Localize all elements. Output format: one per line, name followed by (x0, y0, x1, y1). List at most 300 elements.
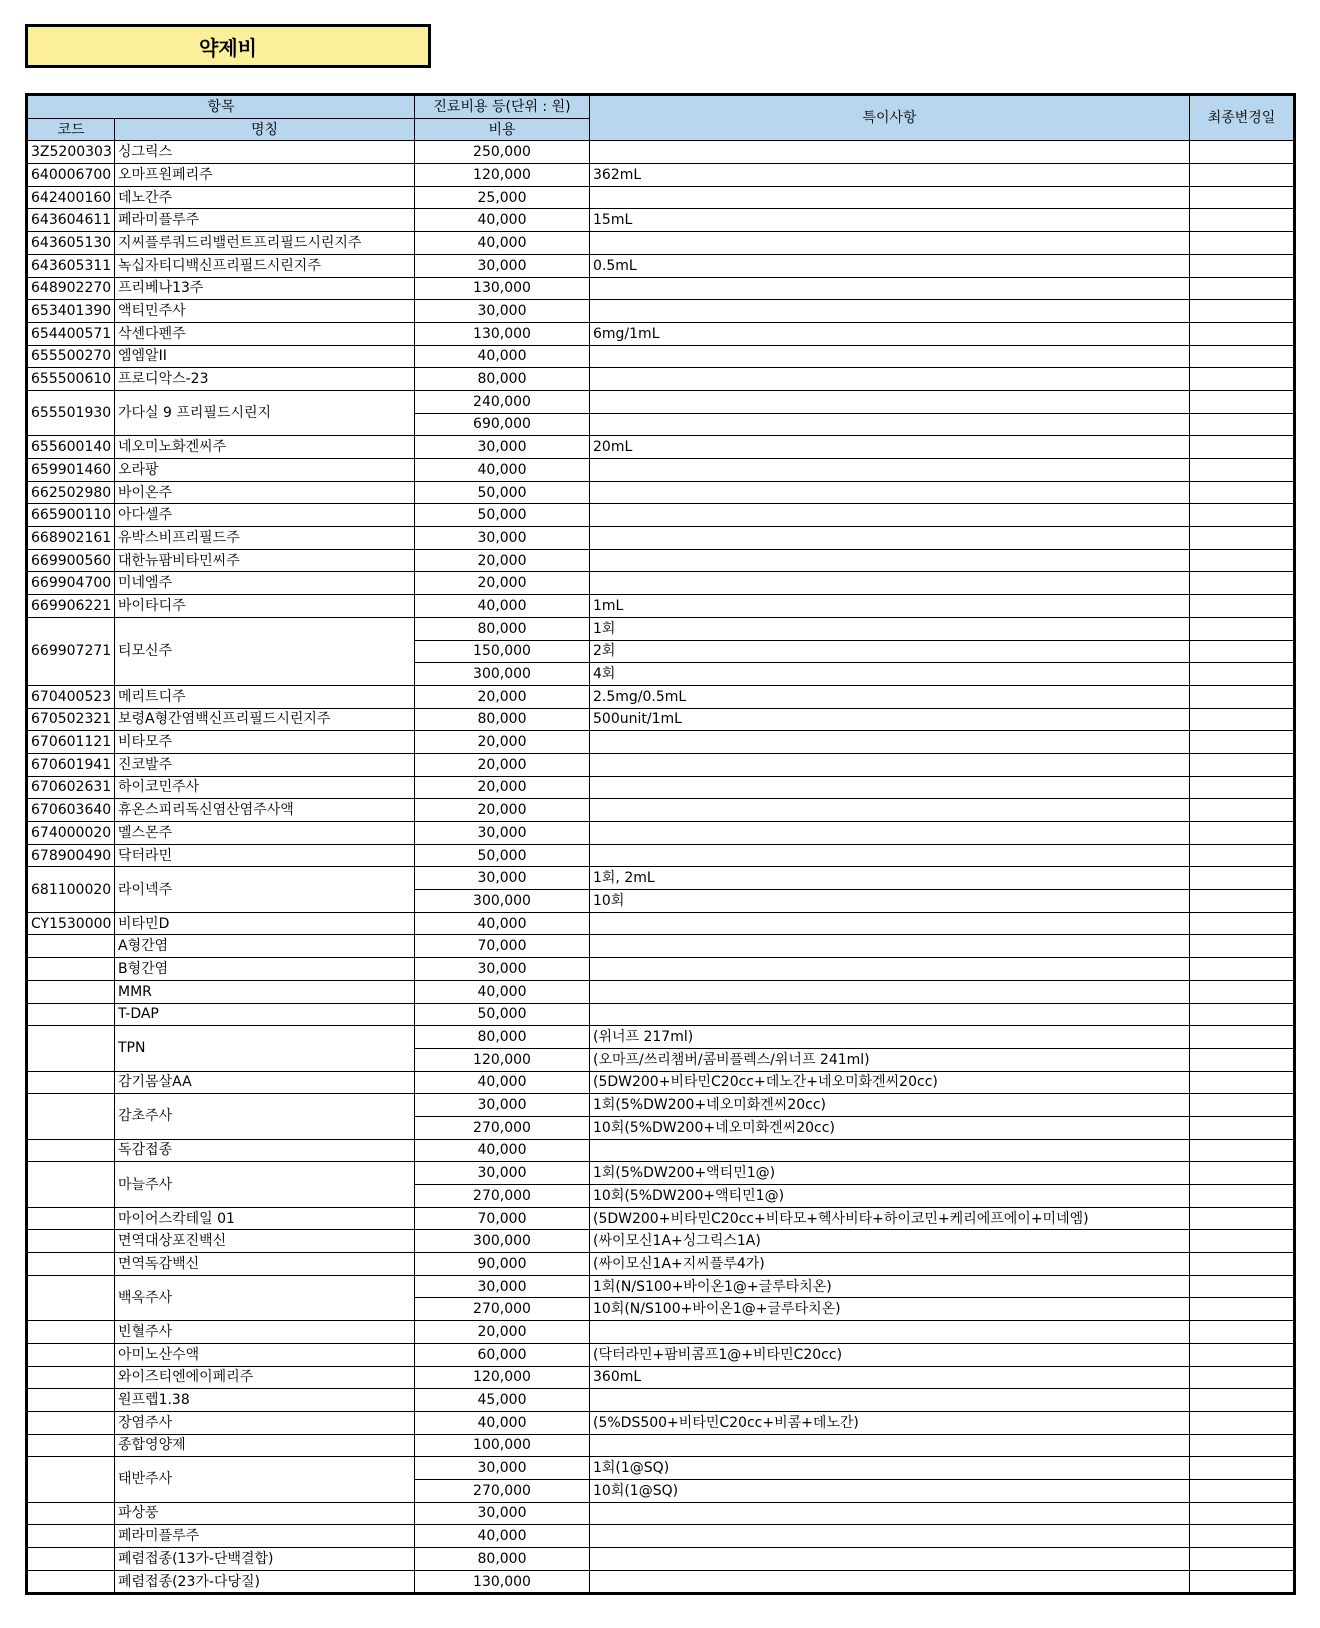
row-cost: 30,000 (415, 867, 590, 890)
row-note (590, 141, 1190, 164)
table-row (27, 1207, 1295, 1230)
row-cost: 90,000 (415, 1253, 590, 1276)
row-note (590, 776, 1190, 799)
row-name: 폐렴접종(13가-단백결합) (115, 1548, 415, 1571)
row-updated-date (1190, 958, 1295, 981)
table-row (27, 209, 1295, 232)
row-cost: 50,000 (415, 1003, 590, 1026)
row-updated-date (1190, 753, 1295, 776)
row-cost: 70,000 (415, 935, 590, 958)
row-code (27, 1343, 115, 1366)
table-row (27, 753, 1295, 776)
row-name: 유박스비프리필드주 (115, 527, 415, 550)
row-updated-date (1190, 1525, 1295, 1548)
row-name: 마이어스칵테일 01 (115, 1207, 415, 1230)
row-note (590, 390, 1190, 413)
row-updated-date (1190, 1116, 1295, 1139)
table-row (27, 822, 1295, 845)
row-code: 653401390 (27, 300, 115, 323)
row-cost: 30,000 (415, 822, 590, 845)
row-note: (5%DS500+비타민C20cc+비콤+데노간) (590, 1411, 1190, 1434)
row-code: 655500610 (27, 368, 115, 391)
row-note: 360mL (590, 1366, 1190, 1389)
row-updated-date (1190, 368, 1295, 391)
table-row (27, 1321, 1295, 1344)
row-code (27, 980, 115, 1003)
table-row (27, 1094, 1295, 1117)
row-cost: 130,000 (415, 1570, 590, 1594)
row-code: 670601121 (27, 731, 115, 754)
row-updated-date (1190, 1230, 1295, 1253)
row-name: 액티민주사 (115, 300, 415, 323)
row-updated-date (1190, 322, 1295, 345)
table-row (27, 390, 1295, 413)
row-updated-date (1190, 1366, 1295, 1389)
row-updated-date (1190, 277, 1295, 300)
table-row (27, 867, 1295, 890)
row-updated-date (1190, 504, 1295, 527)
row-updated-date (1190, 1003, 1295, 1026)
row-note (590, 481, 1190, 504)
row-note: 0.5mL (590, 254, 1190, 277)
row-updated-date (1190, 459, 1295, 482)
row-updated-date (1190, 345, 1295, 368)
row-note: (위너프 217ml) (590, 1026, 1190, 1049)
row-name: A형간염 (115, 935, 415, 958)
row-note (590, 1525, 1190, 1548)
row-name: 지씨플루쿼드리밸런트프리필드시린지주 (115, 232, 415, 255)
row-cost: 40,000 (415, 459, 590, 482)
row-code (27, 1434, 115, 1457)
row-note (590, 277, 1190, 300)
row-cost: 80,000 (415, 1548, 590, 1571)
header-item: 항목 (27, 95, 415, 119)
row-name: 진코발주 (115, 753, 415, 776)
row-updated-date (1190, 186, 1295, 209)
row-code (27, 1139, 115, 1162)
row-name: 하이코민주사 (115, 776, 415, 799)
row-name: B형간염 (115, 958, 415, 981)
row-updated-date (1190, 572, 1295, 595)
row-updated-date (1190, 1548, 1295, 1571)
row-note: 1회, 2mL (590, 867, 1190, 890)
table-row (27, 527, 1295, 550)
table-row (27, 617, 1295, 640)
row-updated-date (1190, 844, 1295, 867)
row-cost: 40,000 (415, 595, 590, 618)
row-updated-date (1190, 822, 1295, 845)
row-name: 멜스몬주 (115, 822, 415, 845)
row-updated-date (1190, 1298, 1295, 1321)
row-cost: 80,000 (415, 1026, 590, 1049)
row-note (590, 912, 1190, 935)
row-code: 665900110 (27, 504, 115, 527)
row-note: (닥터라민+팜비콤프1@+비타민C20cc) (590, 1343, 1190, 1366)
row-updated-date (1190, 1185, 1295, 1208)
row-name: 비타민D (115, 912, 415, 935)
row-name: 네오미노화겐씨주 (115, 436, 415, 459)
row-cost: 120,000 (415, 1366, 590, 1389)
row-code: 670502321 (27, 708, 115, 731)
row-name: T-DAP (115, 1003, 415, 1026)
row-note (590, 1570, 1190, 1594)
row-updated-date (1190, 254, 1295, 277)
row-updated-date (1190, 1275, 1295, 1298)
row-updated-date (1190, 663, 1295, 686)
fee-table (25, 93, 1296, 1595)
row-updated-date (1190, 1071, 1295, 1094)
row-name: MMR (115, 980, 415, 1003)
table-row (27, 1525, 1295, 1548)
row-cost: 20,000 (415, 776, 590, 799)
table-row (27, 1411, 1295, 1434)
row-code (27, 1525, 115, 1548)
row-cost: 300,000 (415, 1230, 590, 1253)
table-row (27, 277, 1295, 300)
row-name: 빈혈주사 (115, 1321, 415, 1344)
row-cost: 690,000 (415, 413, 590, 436)
table-row (27, 1026, 1295, 1049)
row-updated-date (1190, 1389, 1295, 1412)
row-updated-date (1190, 867, 1295, 890)
row-code (27, 1162, 115, 1207)
row-name: 미네엠주 (115, 572, 415, 595)
row-code (27, 1253, 115, 1276)
row-cost: 250,000 (415, 141, 590, 164)
row-note: 1회(1@SQ) (590, 1457, 1190, 1480)
row-updated-date (1190, 232, 1295, 255)
row-updated-date (1190, 776, 1295, 799)
table-row (27, 232, 1295, 255)
row-note (590, 300, 1190, 323)
row-cost: 20,000 (415, 731, 590, 754)
row-code: 669904700 (27, 572, 115, 595)
row-code (27, 1502, 115, 1525)
row-note (590, 1434, 1190, 1457)
row-cost: 40,000 (415, 232, 590, 255)
header-fee: 진료비용 등(단위 : 원) (415, 95, 590, 119)
table-row (27, 572, 1295, 595)
row-note (590, 527, 1190, 550)
row-cost: 30,000 (415, 1094, 590, 1117)
table-row (27, 504, 1295, 527)
row-code: 643605130 (27, 232, 115, 255)
row-code (27, 1366, 115, 1389)
row-updated-date (1190, 1139, 1295, 1162)
row-code (27, 1230, 115, 1253)
row-note: 1회(5%DW200+액티민1@) (590, 1162, 1190, 1185)
row-cost: 270,000 (415, 1185, 590, 1208)
row-updated-date (1190, 708, 1295, 731)
row-name: 면역독감백신 (115, 1253, 415, 1276)
row-note: 10회(5%DW200+액티민1@) (590, 1185, 1190, 1208)
row-note (590, 345, 1190, 368)
table-row (27, 958, 1295, 981)
row-name: 종합영양제 (115, 1434, 415, 1457)
row-note (590, 1139, 1190, 1162)
row-code: 678900490 (27, 844, 115, 867)
row-note: (5DW200+비타민C20cc+데노간+네오미화겐씨20cc) (590, 1071, 1190, 1094)
row-code (27, 1457, 115, 1502)
row-code: 643604611 (27, 209, 115, 232)
row-note: 15mL (590, 209, 1190, 232)
table-row (27, 186, 1295, 209)
row-cost: 130,000 (415, 277, 590, 300)
row-updated-date (1190, 549, 1295, 572)
header-code: 코드 (27, 118, 115, 141)
row-name: TPN (115, 1026, 415, 1071)
row-cost: 40,000 (415, 209, 590, 232)
row-code: 674000020 (27, 822, 115, 845)
row-code: 669900560 (27, 549, 115, 572)
table-row (27, 1366, 1295, 1389)
row-name: 비타모주 (115, 731, 415, 754)
table-row (27, 141, 1295, 164)
row-name: 프로디악스-23 (115, 368, 415, 391)
row-name: 바이타디주 (115, 595, 415, 618)
row-code (27, 1026, 115, 1071)
row-updated-date (1190, 1048, 1295, 1071)
row-code: CY1530000 (27, 912, 115, 935)
row-cost: 50,000 (415, 504, 590, 527)
table-row (27, 844, 1295, 867)
row-updated-date (1190, 890, 1295, 913)
row-name: 원프렙1.38 (115, 1389, 415, 1412)
row-name: 보령A형간염백신프리필드시린지주 (115, 708, 415, 731)
row-name: 데노간주 (115, 186, 415, 209)
row-name: 파상풍 (115, 1502, 415, 1525)
row-name: 닥터라민 (115, 844, 415, 867)
row-name: 오마프원페리주 (115, 164, 415, 187)
table-row (27, 345, 1295, 368)
row-name: 엠엠알II (115, 345, 415, 368)
row-note: (5DW200+비타민C20cc+비타모+헥사비타+하이코민+케리에프에이+미네엠) (590, 1207, 1190, 1230)
row-note (590, 844, 1190, 867)
header-row-1 (27, 95, 1295, 119)
row-note: 2회 (590, 640, 1190, 663)
row-code (27, 958, 115, 981)
row-note (590, 731, 1190, 754)
row-cost: 30,000 (415, 436, 590, 459)
row-code: 670400523 (27, 685, 115, 708)
row-note (590, 935, 1190, 958)
row-code (27, 1389, 115, 1412)
table-row (27, 1502, 1295, 1525)
row-cost: 30,000 (415, 1162, 590, 1185)
row-cost: 120,000 (415, 1048, 590, 1071)
row-note (590, 504, 1190, 527)
table-row (27, 459, 1295, 482)
table-row (27, 685, 1295, 708)
table-row (27, 776, 1295, 799)
row-cost: 20,000 (415, 753, 590, 776)
row-name: 녹십자티디백신프리필드시린지주 (115, 254, 415, 277)
row-code: 670601941 (27, 753, 115, 776)
row-code (27, 1411, 115, 1434)
table-row (27, 1139, 1295, 1162)
row-name: 대한뉴팜비타민씨주 (115, 549, 415, 572)
row-code: 654400571 (27, 322, 115, 345)
row-note (590, 799, 1190, 822)
table-row (27, 322, 1295, 345)
row-cost: 30,000 (415, 1275, 590, 1298)
row-cost: 80,000 (415, 368, 590, 391)
row-note (590, 549, 1190, 572)
row-cost: 40,000 (415, 912, 590, 935)
table-row (27, 912, 1295, 935)
row-cost: 30,000 (415, 527, 590, 550)
row-cost: 40,000 (415, 345, 590, 368)
row-cost: 20,000 (415, 685, 590, 708)
row-code (27, 935, 115, 958)
row-cost: 80,000 (415, 708, 590, 731)
table-row (27, 595, 1295, 618)
row-note: 4회 (590, 663, 1190, 686)
row-updated-date (1190, 1434, 1295, 1457)
row-code: 670603640 (27, 799, 115, 822)
row-name: 감초주사 (115, 1094, 415, 1139)
row-name: 폐렴접종(23가-다당질) (115, 1570, 415, 1594)
row-cost: 300,000 (415, 890, 590, 913)
row-name: 바이온주 (115, 481, 415, 504)
row-name: 아다셀주 (115, 504, 415, 527)
row-updated-date (1190, 209, 1295, 232)
row-note (590, 459, 1190, 482)
row-code: 669907271 (27, 617, 115, 685)
table-row (27, 731, 1295, 754)
table-row (27, 300, 1295, 323)
row-note (590, 186, 1190, 209)
row-note (590, 572, 1190, 595)
row-note: 10회(N/S100+바이온1@+글루타치온) (590, 1298, 1190, 1321)
row-name: 티모신주 (115, 617, 415, 685)
fee-table-body (27, 141, 1295, 1594)
row-cost: 130,000 (415, 322, 590, 345)
header-updated: 최종변경일 (1190, 95, 1295, 141)
row-code: 640006700 (27, 164, 115, 187)
header-note: 특이사항 (590, 95, 1190, 141)
row-cost: 70,000 (415, 1207, 590, 1230)
row-cost: 20,000 (415, 799, 590, 822)
row-cost: 100,000 (415, 1434, 590, 1457)
row-note: 2.5mg/0.5mL (590, 685, 1190, 708)
row-cost: 50,000 (415, 844, 590, 867)
row-code (27, 1548, 115, 1571)
row-code: 670602631 (27, 776, 115, 799)
row-code: 662502980 (27, 481, 115, 504)
row-name: 백옥주사 (115, 1275, 415, 1320)
row-note (590, 1003, 1190, 1026)
row-note: 1mL (590, 595, 1190, 618)
row-code: 655500270 (27, 345, 115, 368)
row-cost: 40,000 (415, 980, 590, 1003)
row-code: 642400160 (27, 186, 115, 209)
row-cost: 50,000 (415, 481, 590, 504)
row-name: 감기몸살AA (115, 1071, 415, 1094)
row-updated-date (1190, 300, 1295, 323)
row-note (590, 1502, 1190, 1525)
row-cost: 60,000 (415, 1343, 590, 1366)
row-name: 페라미플루주 (115, 1525, 415, 1548)
row-note: (싸이모신1A+싱그릭스1A) (590, 1230, 1190, 1253)
row-note: 20mL (590, 436, 1190, 459)
row-updated-date (1190, 1411, 1295, 1434)
row-cost: 30,000 (415, 1502, 590, 1525)
row-cost: 40,000 (415, 1411, 590, 1434)
row-updated-date (1190, 390, 1295, 413)
table-row (27, 368, 1295, 391)
row-cost: 270,000 (415, 1298, 590, 1321)
row-updated-date (1190, 935, 1295, 958)
row-note: (오마프/쓰리챔버/콤비플렉스/위너프 241ml) (590, 1048, 1190, 1071)
row-updated-date (1190, 1162, 1295, 1185)
row-code (27, 1275, 115, 1320)
row-cost: 45,000 (415, 1389, 590, 1412)
row-cost: 20,000 (415, 549, 590, 572)
table-row (27, 1548, 1295, 1571)
row-updated-date (1190, 1321, 1295, 1344)
row-updated-date (1190, 1570, 1295, 1594)
table-row (27, 1275, 1295, 1298)
row-note (590, 1389, 1190, 1412)
row-updated-date (1190, 141, 1295, 164)
row-cost: 270,000 (415, 1479, 590, 1502)
row-updated-date (1190, 1479, 1295, 1502)
row-note (590, 413, 1190, 436)
table-row (27, 1162, 1295, 1185)
row-name: 라이넥주 (115, 867, 415, 912)
row-updated-date (1190, 481, 1295, 504)
row-code (27, 1003, 115, 1026)
table-row (27, 708, 1295, 731)
row-name: 메리트디주 (115, 685, 415, 708)
table-row (27, 1457, 1295, 1480)
table-row (27, 1570, 1295, 1594)
row-code (27, 1207, 115, 1230)
table-row (27, 1389, 1295, 1412)
row-cost: 30,000 (415, 254, 590, 277)
row-name: 독감접종 (115, 1139, 415, 1162)
row-updated-date (1190, 595, 1295, 618)
row-cost: 240,000 (415, 390, 590, 413)
row-updated-date (1190, 685, 1295, 708)
row-note (590, 980, 1190, 1003)
row-name: 삭센다펜주 (115, 322, 415, 345)
row-code: 681100020 (27, 867, 115, 912)
row-updated-date (1190, 1343, 1295, 1366)
row-code: 3Z5200303 (27, 141, 115, 164)
row-note (590, 368, 1190, 391)
header-cost: 비용 (415, 118, 590, 141)
row-cost: 40,000 (415, 1525, 590, 1548)
row-updated-date (1190, 1457, 1295, 1480)
row-code: 668902161 (27, 527, 115, 550)
row-cost: 30,000 (415, 300, 590, 323)
table-row (27, 1071, 1295, 1094)
row-note: 362mL (590, 164, 1190, 187)
row-name: 싱그릭스 (115, 141, 415, 164)
table-row (27, 164, 1295, 187)
row-name: 휴온스피리독신염산염주사액 (115, 799, 415, 822)
row-cost: 80,000 (415, 617, 590, 640)
row-updated-date (1190, 1207, 1295, 1230)
row-updated-date (1190, 912, 1295, 935)
row-name: 가다실 9 프리필드시린지 (115, 390, 415, 435)
row-updated-date (1190, 527, 1295, 550)
row-cost: 30,000 (415, 1457, 590, 1480)
row-note: 10회 (590, 890, 1190, 913)
table-row (27, 935, 1295, 958)
